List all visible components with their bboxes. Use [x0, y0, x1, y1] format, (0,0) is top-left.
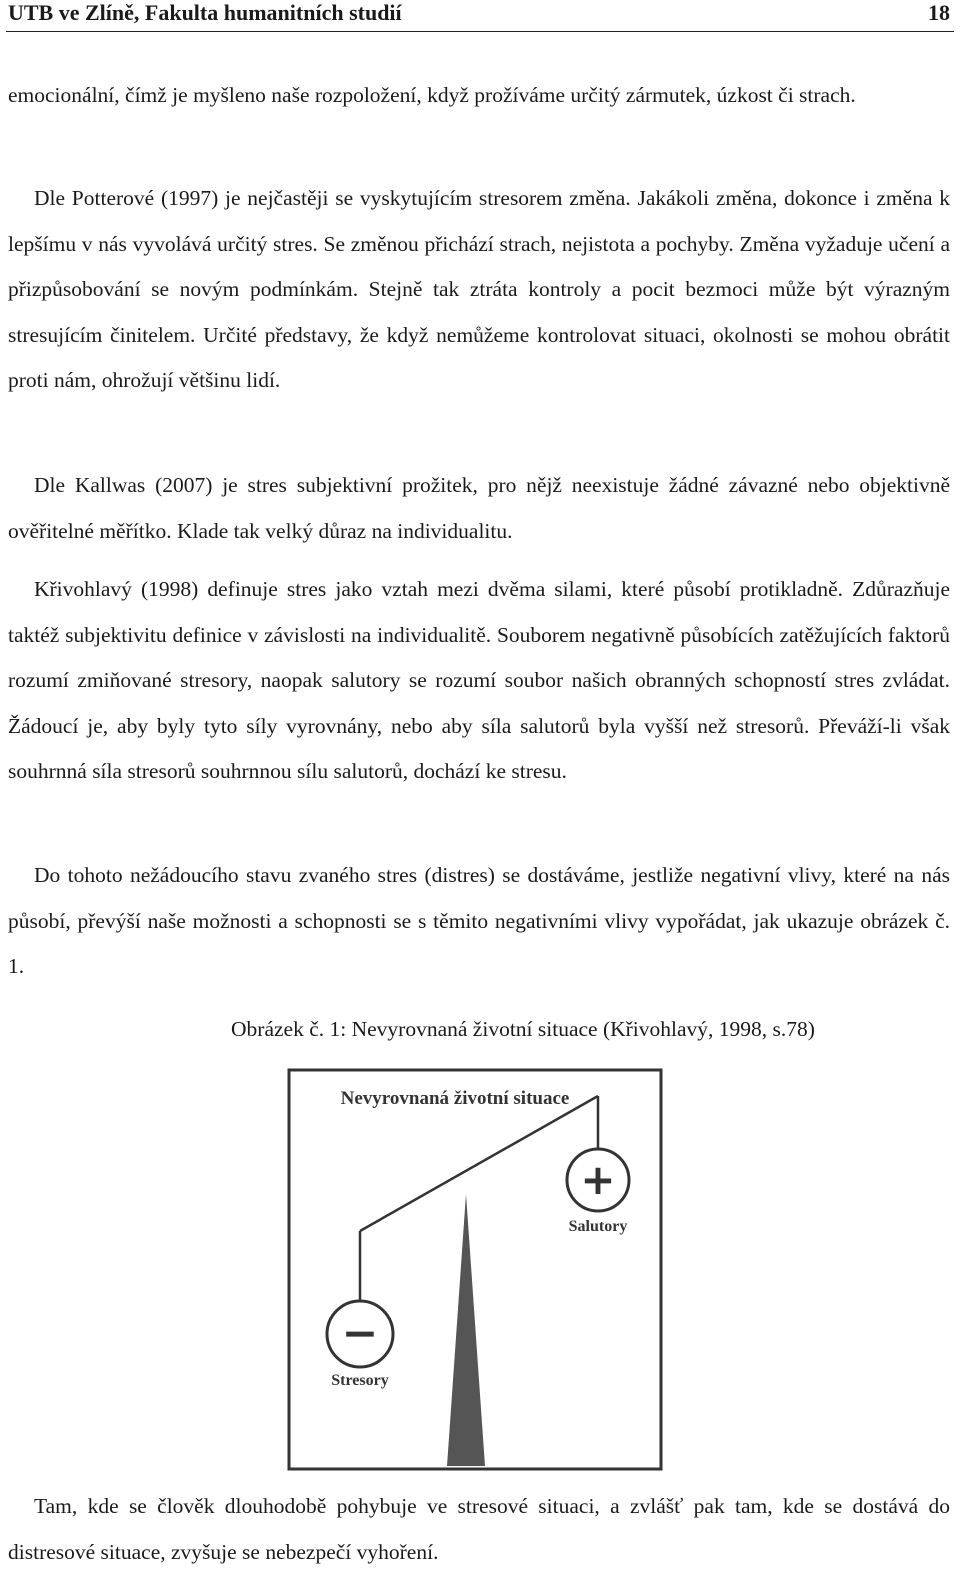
page-number: 18	[928, 0, 950, 25]
page-header	[6, 0, 954, 32]
stresory-label: Stresory	[331, 1372, 389, 1389]
paragraph-2: Dle Potterové (1997) je nejčastěji se vyskytujícím stresorem změna. Jakákoli změna, dokonce i změna k lepšímu v nás vyvolává určitý stres. Se změnou přichází strach, nejistota a pochyby. Změna vyžaduje učení a přizpůsobování se novým podmínkám. Stejně tak ztráta kontroly a pocit bezmoci může být výrazným stresujícím činitelem. Určité představy, že když nemůžeme kontrolovat situaci, okolnosti se mohou obrátit proti nám, ohrožují většinu lidí.	[8, 186, 950, 392]
paragraph-3: Dle Kallwas (2007) je stres subjektivní prožitek, pro nějž neexistuje žádné závazné nebo objektivně ověřitelné měřítko. Klade tak velký důraz na individualitu.	[8, 473, 950, 543]
paragraph-1: emocionální, čímž je myšleno naše rozpoložení, když prožíváme určitý zármutek, úzkost či strach.	[8, 83, 856, 107]
paragraph-5: Do tohoto nežádoucího stavu zvaného stres (distres) se dostáváme, jestliže negativní vlivy, které na nás působí, převýší naše možnosti a schopnosti se s těmito negativními vlivy vypořádat, jak ukazuje obrázek č. 1.	[8, 863, 950, 978]
paragraph-4: Křivohlavý (1998) definuje stres jako vztah mezi dvěma silami, které působí protikladně. Zdůrazňuje taktéž subjektivitu definice v závislosti na individualitě. Souborem negativně působících zatěžujících faktorů rozumí zmiňované stresory, naopak salutory se rozumí soubor našich obranných schopností stres zvládat. Žádoucí je, aby byly tyto síly vyrovnány, nebo aby síla salutorů byla vyšší než stresorů. Převáží-li však souhrnná síla stresorů souhrnnou sílu salutorů, dochází ke stresu.	[8, 577, 950, 783]
figure-caption: Obrázek č. 1: Nevyrovnaná životní situace (Křivohlavý, 1998, s.78)	[231, 1017, 815, 1041]
figure-balance-diagram	[287, 1068, 663, 1471]
plus-symbol: +	[580, 1155, 616, 1204]
salutory-label: Salutory	[568, 1218, 628, 1235]
header-title: UTB ve Zlíně, Fakulta humanitních studií	[8, 0, 402, 25]
minus-symbol: −	[341, 1308, 379, 1359]
figure-inner-title: Nevyrovnaná životní situace	[340, 1088, 570, 1109]
paragraph-6: Tam, kde se člověk dlouhodobě pohybuje ve stresové situaci, a zvlášť pak tam, kde se dostává do distresové situace, zvyšuje se nebezpečí vyhoření.	[8, 1494, 950, 1564]
